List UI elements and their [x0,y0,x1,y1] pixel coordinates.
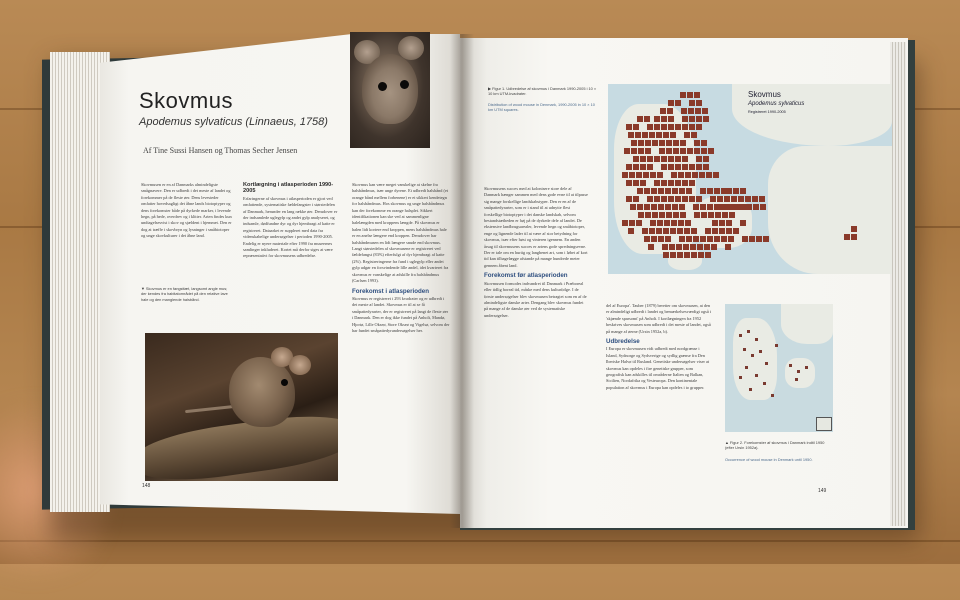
historic-record-dot [795,378,798,381]
occupied-square [645,140,651,146]
occupied-square [622,172,628,178]
distribution-text: I Europa er skovmusen vidt udbredt med nordgrænse i Island, Sydnorge og Sydsverige og sydlig grænse fra Den Iberiske Halvø til Rusland. Genetiske undersøgelser viser at skovmus kan opdeles i fire genetiske grupper, som geografisk kan adskilles til områderne Italien og Balkan, Sicilien, Nordafrika og Vesteuropa. Den kontinentale population af skovmus i Europa kan opdeles i to grupper. [606,346,710,390]
occupied-square [629,172,635,178]
occupied-square [668,156,674,162]
occupied-square [673,140,679,146]
occupied-square [752,196,758,202]
occupied-square [738,196,744,202]
occupied-square [636,172,642,178]
figure-1-caption: ▶ Figur 1. Udbredelse af skovmus i Danmark 1990-2005 i 10 × 10 km UTM-kvadrater. [488,86,597,97]
historic-record-dot [755,338,758,341]
occupied-square [731,196,737,202]
occupied-square [740,188,746,194]
occupied-square [697,244,703,250]
occupied-square [700,188,706,194]
intro-paragraph: Skovmusen er en af Danmarks almindeligste smågnavere. Den er udbredt i det meste af landet og forekommer på de fleste øer. Dens levesteder omfatter hovedsagligt det åbne lands biotoptyper og dens forekomster både på dyrkede marker, i levende hegn, på hede, overdrev og i klitter. Arten findes kun undtagelsesvist i skov og sjældent i hjemmet. Den er dog at træffe i skovbryn og lysninger i småbiotoper og unge skovkulturer i det åbne land. [141,182,232,239]
historic-text: Skovmusen formodes indvandret til Danmark i Præboreal eller tidlig boreal tid, måske med dens kulturfølge. I de første undersøgelser blev skovmusen betragtet som en af de almindeligste danske arter. Dengang blev skovmus fundet på mange af de danske øer ved de systematiske undersøgelser. [484,280,587,318]
occupied-square [715,212,721,218]
occupied-square [659,148,665,154]
occupied-square [696,164,702,170]
historic-record-dot [771,394,774,397]
occupied-square [633,156,639,162]
occupied-square [640,164,646,170]
occupied-square [685,220,691,226]
figure-2-caption: ▲ Figur 2. Forekomster af skovmus i Danmark indtil 1950 (efter Ursin 1952a). [725,440,825,451]
occupied-square [645,212,651,218]
occupied-square [662,244,668,250]
occupied-square [706,172,712,178]
occupied-square [721,236,727,242]
intro-column [141,182,233,240]
occupied-square [661,156,667,162]
occupied-square [714,188,720,194]
figure-1-caption-english: Distribution of wood mouse in Denmark, 1990-2005 in 10 × 10 km UTM squares. [488,102,595,113]
occupied-square [667,108,673,114]
historic-record-dot [739,376,742,379]
historic-distribution-map [725,304,833,432]
occupied-square [680,140,686,146]
species-latin-name: Apodemus sylvaticus (Linnaeus, 1758) [139,116,328,128]
occupied-square [690,244,696,250]
map-legend-species: Apodemus sylvaticus [748,101,805,107]
occupied-square [680,92,686,98]
occupied-square [649,132,655,138]
occupied-square [696,124,702,130]
occupied-square [740,220,746,226]
occupied-square [629,220,635,226]
occupied-square [693,236,699,242]
occupied-square [701,148,707,154]
chapter-title: Skovmus [139,88,233,113]
occupied-square [656,132,662,138]
zealand-landmass [785,358,815,388]
occupied-square [756,236,762,242]
occupied-square [677,228,683,234]
colonisation-text: Skovmusens succes med at kolonisere store dele af Danmark hænger sammen med dens gode evne til at tilpasse sig mange forskellige landskabstyper. Den er en af de småpattedyrarter, som er i stand til at udnytte flest forskellige biotoptyper i det danske landskab, selvom bestandstætheden er høj på de dyrkede dele af landet. De ekstensive landbrugsarealer, levende hegn og småbiotoper, enge og lignende lader til at være af stor betydning for skovmus, især efter høst og vinteren igennem. En anden årsag til skovmusens succes er artens gode spredningsevne. Der er tale om en hurtig og langbenet art, som i løbet af kort tid kan tilbagelægge afstande på mange hundrede meter gennem åbent land. [484,186,588,268]
occupied-square [851,226,857,232]
occupied-square [699,172,705,178]
occupied-square [763,236,769,242]
occupied-square [695,108,701,114]
historic-record-dot [759,350,762,353]
occupied-square [722,212,728,218]
occupied-square [711,244,717,250]
mouse-eye [378,82,387,91]
occupied-square [670,132,676,138]
historic-record-dot [739,334,742,337]
section-heading-historic: Forekomst før atlasperioden [484,272,568,280]
occupied-square [712,228,718,234]
occupied-square [637,116,643,122]
occupied-square [707,204,713,210]
photo-caption: ▼ Skovmus er en fangsttæt, langsomt angle mus; der kendes fra habitatområdet på den relative lave hale og den manglende halsbånd. [141,286,228,302]
occupied-square [689,124,695,130]
historic-record-dot [789,364,792,367]
occupied-square [675,100,681,106]
occupied-square [643,172,649,178]
occupied-square [626,124,632,130]
occupied-square [675,124,681,130]
occupied-square [626,164,632,170]
mouse-eye [281,379,288,386]
occupied-square [637,204,643,210]
occupied-square [626,196,632,202]
occupied-square [701,140,707,146]
occupied-square [691,228,697,234]
occupied-square [682,196,688,202]
occupied-square [719,228,725,234]
occupied-square [671,172,677,178]
page-stack-right [890,42,906,526]
right-text-column-2 [606,303,712,391]
occupied-square [724,196,730,202]
historic-record-dot [751,354,754,357]
occupied-square [673,212,679,218]
book-gutter [450,34,474,528]
occupied-square [666,140,672,146]
map-legend-period: Registreret 1990-2005 [748,110,786,114]
occupied-square [673,148,679,154]
chapter-authors: Af Tine Sussi Hansen og Thomas Secher Jensen [143,146,298,155]
occupied-square [657,220,663,226]
occupied-square [701,212,707,218]
occupied-square [645,148,651,154]
occupied-square [703,164,709,170]
occupied-square [684,252,690,258]
occupied-square [652,212,658,218]
occupied-square [654,180,660,186]
occupied-square [622,220,628,226]
historic-record-dot [765,362,768,365]
occupied-square [739,204,745,210]
occupied-square [745,196,751,202]
occupied-square [700,204,706,210]
occupied-square [642,228,648,234]
occupied-square [749,236,755,242]
mouse-ear [289,355,311,375]
occupied-square [624,148,630,154]
occupied-square [760,204,766,210]
occupied-square [628,132,634,138]
occupied-square [659,140,665,146]
occupied-square [672,204,678,210]
occupied-square [696,196,702,202]
occupied-square [692,172,698,178]
historic-record-dot [763,382,766,385]
sweden-landmass [781,304,833,344]
occupied-square [668,196,674,202]
occupied-square [678,220,684,226]
occupied-square [640,180,646,186]
occupied-square [638,148,644,154]
historic-record-dot [775,344,778,347]
occupied-square [707,236,713,242]
occupied-square [726,220,732,226]
occupied-square [647,156,653,162]
right-text-column-1 [484,186,588,319]
occupied-square [650,220,656,226]
occupied-square [654,196,660,202]
historic-record-dot [805,366,808,369]
occupied-square [651,236,657,242]
occupied-square [729,212,735,218]
occupied-square [661,124,667,130]
occupied-square [633,124,639,130]
section-heading-mapping: Kortlægning i atlasperioden 1990-2005 [243,182,334,195]
occupied-square [669,244,675,250]
occupied-square [626,180,632,186]
occupied-square [677,252,683,258]
occupied-square [664,220,670,226]
historic-record-dot [797,370,800,373]
occupied-square [661,196,667,202]
occupied-square [688,108,694,114]
occupied-square [675,164,681,170]
occupied-square [703,116,709,122]
occupied-square [650,172,656,178]
occupied-square [647,196,653,202]
historic-record-dot [749,388,752,391]
occupied-square [630,204,636,210]
section-heading-distribution: Udbredelse [606,338,640,346]
occupied-square [742,236,748,242]
occupied-square [671,220,677,226]
occupied-square [725,204,731,210]
occupied-square [687,92,693,98]
occupied-square [668,100,674,106]
text-column-3 [352,182,450,334]
map-legend-title: Skovmus [748,90,781,99]
occupied-square [668,180,674,186]
occupied-square [633,196,639,202]
occupied-square [638,140,644,146]
occupied-square [670,228,676,234]
scania-landmass [768,146,892,274]
occupied-square [670,252,676,258]
occupied-square [698,252,704,258]
occupied-square [679,236,685,242]
occupied-square [732,204,738,210]
occupied-square [691,132,697,138]
occupied-square [682,156,688,162]
occupied-square [851,234,857,240]
occupied-square [676,244,682,250]
occupied-square [689,196,695,202]
occupied-square [649,228,655,234]
page-number-right: 149 [818,488,827,494]
occupied-square [682,180,688,186]
occupied-square [682,164,688,170]
occupied-square [703,156,709,162]
occupied-square [644,188,650,194]
figure-2-caption-english: Occurrence of wood mouse in Denmark until 1950. [725,457,813,462]
occupied-square [647,164,653,170]
occupied-square [675,156,681,162]
occupied-square [684,132,690,138]
historic-record-dot [747,330,750,333]
occupied-square [644,236,650,242]
occupied-square [651,204,657,210]
historic-record-dot [745,366,748,369]
occupied-square [694,92,700,98]
occupied-square [644,116,650,122]
occupied-square [682,116,688,122]
occupied-square [654,156,660,162]
occupied-square [679,188,685,194]
occupied-square [682,124,688,130]
occupied-square [689,116,695,122]
occupied-square [665,204,671,210]
occupied-square [666,148,672,154]
jutland-landmass [733,318,777,400]
historic-record-dot [743,348,746,351]
section-heading-occurrence: Forekomst i atlasperioden [352,287,430,295]
occupied-square [693,204,699,210]
occupied-square [702,108,708,114]
mapping-text: Erfaringerne af skovmus i atlasperioden er gjort ved omfattende, systematiske fældefangster i størstedelen af Danmark, herunder en lang række øer. Derudover er der indsamlede uglegylp og andet gylp analyseret, og indsamle, dødfundne dyr og dyr hjembragt af katte er registreret. Dataarket er suppleret med data fra videnskabelige undersøgelser i perioden 1990-2005. Endelig er nyere materiale efter 1990 fra museernes samlinger inkluderet. Kortet må derfor siges at være repræsentativt for skovmusens udbredelse. [243,195,338,259]
occupied-square [666,212,672,218]
occupied-square [631,148,637,154]
occupied-square [705,252,711,258]
occupied-square [661,164,667,170]
occupied-square [686,188,692,194]
occupied-square [647,124,653,130]
occupied-square [746,204,752,210]
occupied-square [694,140,700,146]
text-column-2 [243,182,339,260]
occupied-square [707,188,713,194]
occupied-square [637,188,643,194]
occupied-square [668,116,674,122]
occupied-square [684,228,690,234]
occupied-square [635,132,641,138]
historic-continued-text: del af Europa'. Tauber (1879) beretter om skovmusen, at den er almindeligt udbredt i landet og bemærkelsesværdigt også i 'skjænde sparsomt' på Anholt. I kortlægningen fra 1952 beskrives skovmusen som udbredt i det meste af landet, også på mange af øerne (Ursin 1952a, b). [606,303,712,334]
occupied-square [687,148,693,154]
occupied-square [644,204,650,210]
occupied-square [663,132,669,138]
occupied-square [675,180,681,186]
occupied-square [658,188,664,194]
occupied-square [705,228,711,234]
occupied-square [704,244,710,250]
occupied-square [680,212,686,218]
occupied-square [672,188,678,194]
occupied-square [658,204,664,210]
occupied-square [719,220,725,226]
occupied-square [660,108,666,114]
mouse-eye [400,80,409,89]
occupied-square [717,196,723,202]
occupied-square [694,212,700,218]
occupied-square [689,180,695,186]
mouse-head [362,54,418,124]
occupied-square [710,196,716,202]
occupied-square [759,196,765,202]
occupied-square [689,100,695,106]
occupied-square [638,212,644,218]
occupied-square [712,220,718,226]
occupied-square [753,204,759,210]
occupied-square [633,180,639,186]
occupied-square [733,188,739,194]
occupied-square [696,116,702,122]
occupied-square [728,236,734,242]
occupied-square [657,172,663,178]
occupied-square [679,204,685,210]
occupied-square [658,236,664,242]
occupied-square [708,212,714,218]
occupied-square [661,180,667,186]
occupied-square [726,228,732,234]
occupied-square [656,228,662,234]
occupied-square [725,244,731,250]
occupied-square [636,220,642,226]
occupied-square [733,228,739,234]
mouse-portrait-photo [350,32,430,148]
occupied-square [686,236,692,242]
occupied-square [700,236,706,242]
occupied-square [678,172,684,178]
occupied-square [696,100,702,106]
occupied-square [696,156,702,162]
occupied-square [648,244,654,250]
occupied-square [642,132,648,138]
occupied-square [640,156,646,162]
mouse-on-log-photo [145,333,338,481]
occupied-square [844,234,850,240]
occupied-square [654,116,660,122]
mouse-body [229,357,295,427]
occupied-square [665,188,671,194]
occupied-square [659,212,665,218]
occupied-square [714,236,720,242]
historic-record-dot [755,374,758,377]
occupied-square [654,124,660,130]
occupied-square [668,124,674,130]
page-number-left: 148 [142,483,151,489]
occupied-square [685,172,691,178]
occupied-square [665,236,671,242]
identification-text: Skovmus kan være meget vanskelige at skelne fra halsbåndmus, især unge dyrene. Et udbredt halsbånd (et orange bånd mellem forbenene) er et sikkert kendetegn for halsbåndmus. Hos skovmus og unge halsbåndmus kan der forekomme en orange halsplet. Sikkert identifikationen kan ske ved at sammenligne halelængden med kroppens længde. På skovmus er halen lidt kortere end kroppen, mens halsbåndmus hale er en anelse længere end kroppen. Derudover har halsbåndmusen en lidt længere snude end skovmus. Langt størstedelen af skovmusene er registreret ved fældefangst (83%) efterfulgt af dyr hjembragt af katte (2%). Registreringerne fra fund i uglegylp eller andet gylp udgør en forsvindende lille andel, idet kvarteret fra skovmus er vanskelige at adskille fra halsbåndmus (Carlsen 1993). [352,182,449,284]
occupied-square [631,140,637,146]
occupied-square [713,172,719,178]
occupied-square [675,196,681,202]
occupied-square [681,108,687,114]
occupied-square [661,116,667,122]
occupied-square [726,188,732,194]
bornholm-inset [816,417,832,431]
occupied-square [663,252,669,258]
occupied-square [663,228,669,234]
occupied-square [694,148,700,154]
occupied-square [691,252,697,258]
occupied-square [680,148,686,154]
occupied-square [651,188,657,194]
occupied-square [718,204,724,210]
occupied-square [668,164,674,170]
occupied-square [633,164,639,170]
occupied-square [652,140,658,146]
occupied-square [689,164,695,170]
occupied-square [628,228,634,234]
occupied-square [708,148,714,154]
occupied-square [683,244,689,250]
occurrence-text: Skovmus er registreret i 293 kvadrater og er udbredt i det meste af landet. Skovmus er til at se få småpattedyrarter, der er registreret på langt de fleste øer i Danmark. Den er dog ikke fundet på Anholt, Mandø, Hjortø, Lille Okseø, Store Okseø og Vigelsø, selvom der har fundet småpattedyrundersøgelser her. [352,295,450,333]
